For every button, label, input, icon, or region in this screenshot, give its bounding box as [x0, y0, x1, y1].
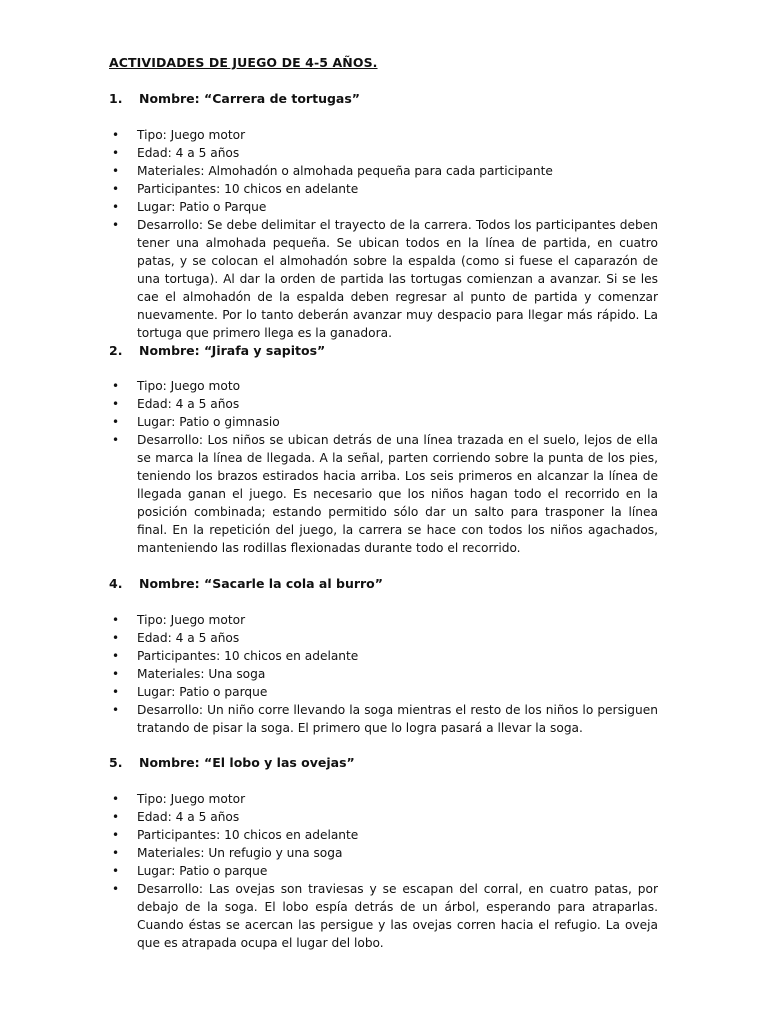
list-item-edad: • Edad: 4 a 5 años	[109, 629, 658, 647]
list-item-desarrollo: • Desarrollo: Se debe delimitar el trayecto de la carrera. Todos los participantes deben tener una almohada pequeña. Se ubican todos en la línea de partida, en cuatro patas, y se colocan el almohadón sobre la espalda (como si fuese el caparazón de una tortuga). Al dar la orden de partida las tortugas comienzan a avanzar. Si se les cae el almohadón de la espalda deben regresar al punto de partida y comenzar nuevamente. Por lo tanto deberán avanzar muy despacio para llegar más rápido. La tortuga que primero llega es la ganadora.	[109, 216, 658, 342]
list-item-tipo: • Tipo: Juego motor	[109, 126, 658, 144]
list-item-tipo: • Tipo: Juego moto	[109, 377, 658, 395]
section-list-el-lobo-y-las-ovejas	[109, 790, 658, 952]
list-item-materiales: • Materiales: Almohadón o almohada pequeña para cada participante	[109, 162, 658, 180]
list-item-participantes: • Participantes: 10 chicos en adelante	[109, 826, 658, 844]
list-item-materiales: • Materiales: Una soga	[109, 665, 658, 683]
list-item-desarrollo: • Desarrollo: Las ovejas son traviesas y se escapan del corral, en cuatro patas, por debajo de la soga. El lobo espía detrás de un árbol, esperando para atraparlas. Cuando éstas se acercan las persigue y las ovejas corren hacia el refugio. La oveja que es atrapada ocupa el lugar del lobo.	[109, 880, 658, 952]
section-title: Nombre: “Sacarle la cola al burro”	[139, 576, 383, 591]
section-title: Nombre: “El lobo y las ovejas”	[139, 755, 355, 770]
list-item-lugar: • Lugar: Patio o parque	[109, 862, 658, 880]
list-item-edad: • Edad: 4 a 5 años	[109, 144, 658, 162]
section-heading-carrera-de-tortugas	[109, 91, 360, 106]
list-item-desarrollo: • Desarrollo: Un niño corre llevando la soga mientras el resto de los niños lo persiguen tratando de pisar la soga. El primero que lo logra pasará a llevar la soga.	[109, 701, 658, 737]
section-heading-jirafa-y-sapitos	[109, 343, 325, 358]
list-item-lugar: • Lugar: Patio o gimnasio	[109, 413, 658, 431]
section-heading-sacarle-la-cola-al-burro	[109, 576, 383, 591]
list-item-lugar: • Lugar: Patio o parque	[109, 683, 658, 701]
list-item-participantes: • Participantes: 10 chicos en adelante	[109, 647, 658, 665]
document-title: ACTIVIDADES DE JUEGO DE 4-5 AÑOS.	[109, 55, 378, 70]
list-item-edad: • Edad: 4 a 5 años	[109, 395, 658, 413]
list-item-desarrollo: • Desarrollo: Los niños se ubican detrás de una línea trazada en el suelo, lejos de ella se marca la línea de llegada. A la señal, parten corriendo sobre la punta de los pies, teniendo los brazos estirados hacia arriba. Los seis primeros en alcanzar la línea de llegada ganan el juego. Es necesario que los niños hagan todo el recorrido en la posición combinada; estando permitido sólo dar un salto para trasponer la línea final. En la repetición del juego, la carrera se hace con todos los niños agachados, manteniendo las rodillas flexionadas durante todo el recorrido.	[109, 431, 658, 557]
list-item-lugar: • Lugar: Patio o Parque	[109, 198, 658, 216]
list-item-materiales: • Materiales: Un refugio y una soga	[109, 844, 658, 862]
section-list-jirafa-y-sapitos	[109, 377, 658, 557]
list-item-participantes: • Participantes: 10 chicos en adelante	[109, 180, 658, 198]
list-item-tipo: • Tipo: Juego motor	[109, 790, 658, 808]
section-title: Nombre: “Jirafa y sapitos”	[139, 343, 326, 358]
section-number: 2.	[109, 343, 123, 358]
section-list-sacarle-la-cola-al-burro	[109, 611, 658, 737]
section-number: 4.	[109, 576, 123, 591]
section-heading-el-lobo-y-las-ovejas	[109, 755, 355, 770]
list-item-tipo: • Tipo: Juego motor	[109, 611, 658, 629]
list-item-edad: • Edad: 4 a 5 años	[109, 808, 658, 826]
section-number: 5.	[109, 755, 123, 770]
section-title: Nombre: “Carrera de tortugas”	[139, 91, 361, 106]
section-number: 1.	[109, 91, 123, 106]
section-list-carrera-de-tortugas	[109, 126, 658, 342]
